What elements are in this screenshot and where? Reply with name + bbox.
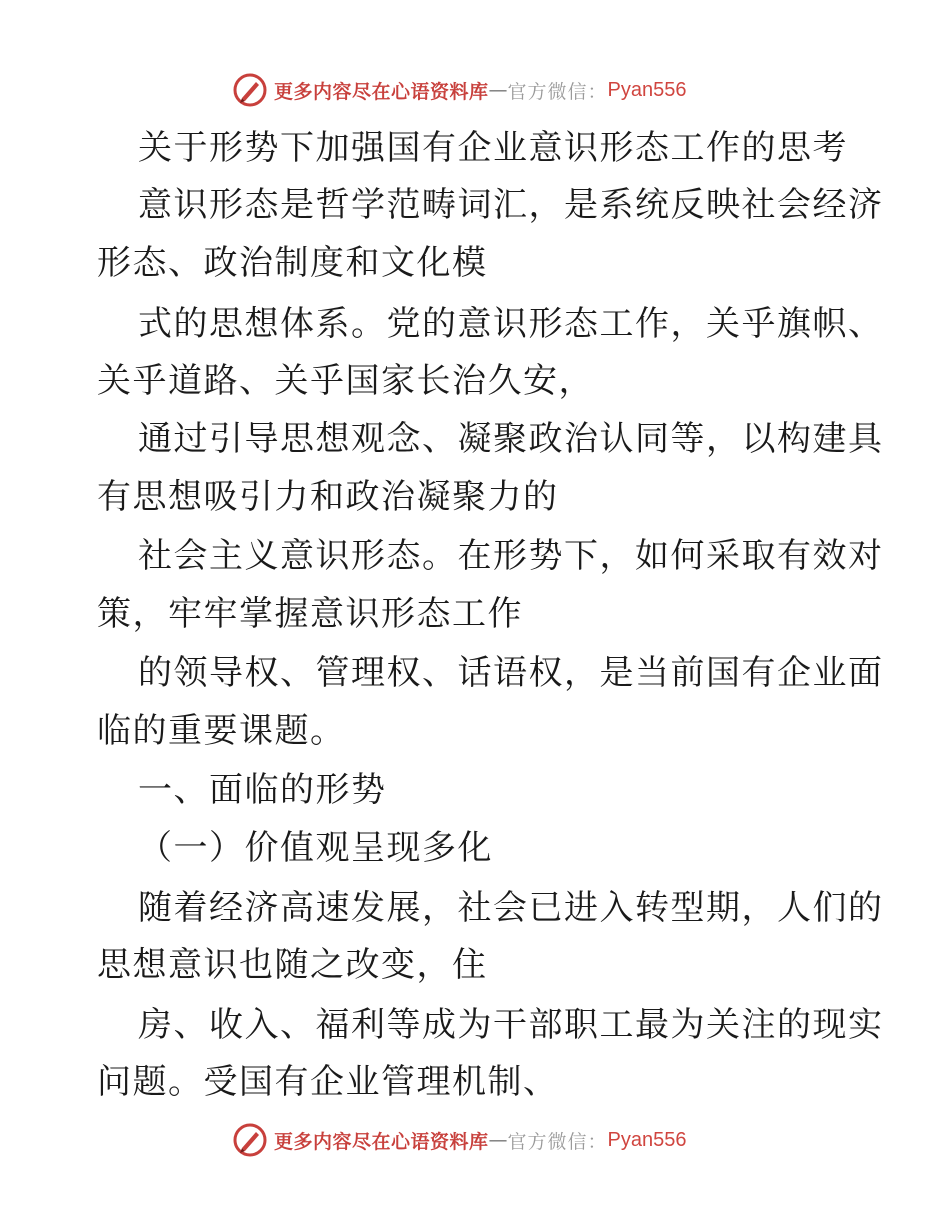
header-banner (232, 70, 687, 110)
text-line: 随着经济高速发展，社会已进入转型期，人们的 (138, 888, 884, 928)
header-separator: — (488, 79, 508, 101)
text-line: 式的思想体系。党的意识形态工作，关乎旗帜、 (138, 304, 884, 344)
text-line: 的领导权、管理权、话语权，是当前国有企业面 (138, 653, 884, 693)
text-line: 问题。受国有企业管理机制、 (97, 1062, 559, 1102)
footer-official-label: 官方微信： (507, 1130, 608, 1153)
footer-brand: 更多内容尽在心语资料库 (274, 1130, 489, 1153)
pen-logo-icon (232, 1122, 268, 1158)
pen-logo-icon (232, 72, 268, 108)
section-heading: 一、面临的形势 (138, 770, 387, 810)
subsection-heading: （一）价值观呈现多化 (138, 828, 493, 868)
text-line: 思想意识也随之改变，住 (97, 945, 488, 985)
footer-wechat-handle: Pyan556 (607, 1128, 687, 1151)
document-title: 关于形势下加强国有企业意识形态工作的思考 (138, 128, 848, 168)
text-line: 临的重要课题。 (97, 711, 346, 751)
header-official-label: 官方微信： (507, 80, 608, 103)
text-line: 房、收入、福利等成为干部职工最为关注的现实 (138, 1005, 884, 1045)
text-line: 策，牢牢掌握意识形态工作 (97, 594, 523, 634)
text-line: 关乎道路、关乎国家长治久安， (97, 361, 594, 401)
text-line: 意识形态是哲学范畴词汇，是系统反映社会经济 (138, 185, 884, 225)
text-line: 社会主义意识形态。在形势下，如何采取有效对 (138, 536, 884, 576)
header-wechat-handle: Pyan556 (607, 78, 687, 101)
footer-separator: — (488, 1129, 508, 1151)
text-line: 通过引导思想观念、凝聚政治认同等，以构建具 (138, 419, 884, 459)
footer-banner (232, 1120, 687, 1160)
header-brand: 更多内容尽在心语资料库 (274, 80, 489, 103)
text-line: 有思想吸引力和政治凝聚力的 (97, 477, 559, 517)
text-line: 形态、政治制度和文化模 (97, 243, 488, 283)
